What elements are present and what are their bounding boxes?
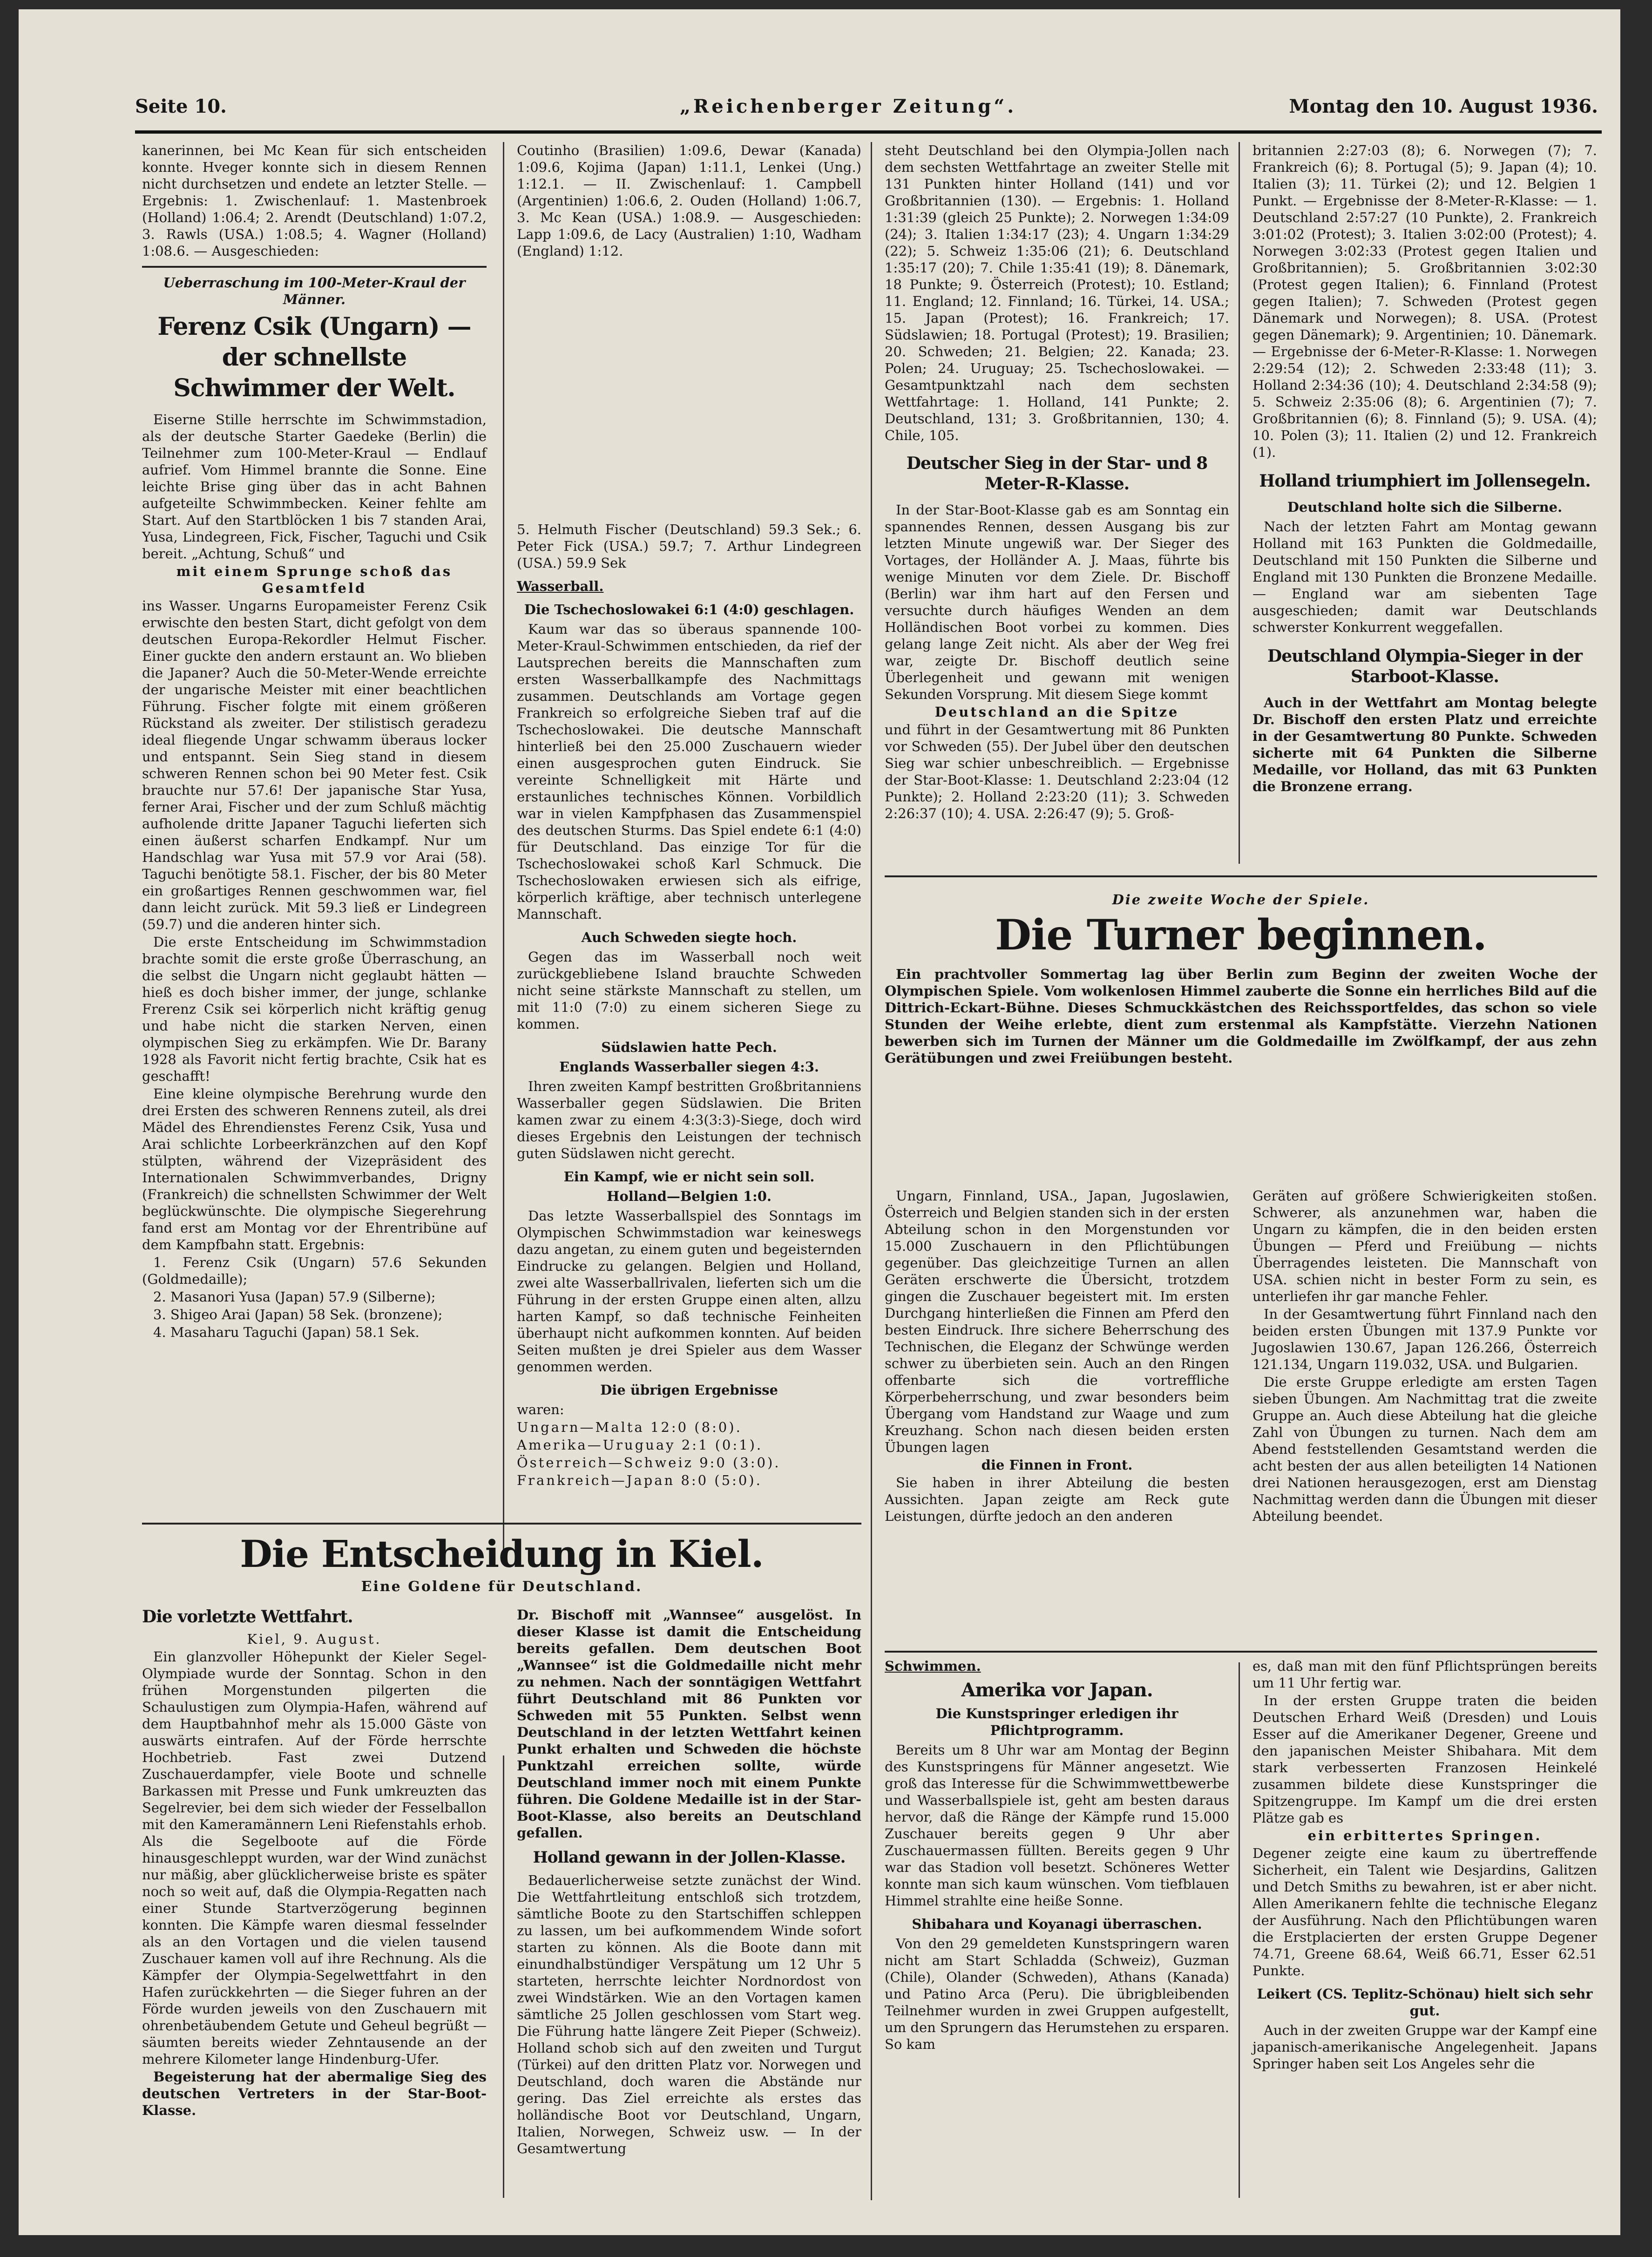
article-headline: Südslawien hatte Pech. xyxy=(601,1039,777,1055)
results-lead: waren: xyxy=(517,1402,564,1417)
result-line: Ungarn—Malta 12:0 (8:0). xyxy=(517,1419,742,1435)
continued-text: Coutinho (Brasilien) 1:09.6, Dewar (Kanada) 1:09.6, Kojima (Japan) 1:11.1, Lenkei (Ung.) 1:12.1. — II. Zwischenlauf: 1. Campbell (Argentinien) 1:06.6, 2. Ouden (Holland) 1:06.7, 3. Mc Kean (USA.) 1:08.9. — Ausgeschieden: Lapp 1:09.6, de Lacy (Australien) 1:10, Wadham (England) 1:12. xyxy=(517,142,861,259)
column-divider xyxy=(1239,142,1240,864)
article-subhead: Deutschland holte sich die Silberne. xyxy=(1287,499,1563,515)
turner-left-column xyxy=(885,1187,1229,1525)
column-4 xyxy=(1253,142,1597,796)
article-paragraph: Eiserne Stille herrschte im Schwimmstadion, als der deutsche Starter Gaedeke (Berlin) die Teilnehmer zum 100-Meter-Kraul — Endlauf aufrief. Vom Himmel brannte die Sonne. Eine leichte Brise ging über das in acht Bahnen aufgeteilte Schwimmbecken. Keiner fehlte am Start. Auf den Startblöcken 1 bis 7 standen Arai, Yusa, Lindegreen, Fick, Fischer, Taguchi und Csik bereit. „Achtung, Schuß“ und xyxy=(142,412,487,562)
article-paragraph: Eine kleine olympische Berehrung wurde den drei Ersten des schweren Rennens zuteil, als drei Mädel des Ehrendienstes Ferenz Csik, Yusa und Arai schlichte Lorbeerkränzchen auf den Kopf stülpten, während der Vizepräsident des Internationalen Schwimmverbandes, Drigny (Frankreich) die schnellsten Schwimmer der Welt beglückwünschte. Die olympische Siegerehrung fand erst am Montag vor der Ehrentribüne auf dem Kampfbahn statt. Ergebnis: xyxy=(142,1086,487,1253)
result-line: Frankreich—Japan 8:0 (5:0). xyxy=(517,1472,762,1488)
result-line: 3. Shigeo Arai (Japan) 58 Sek. (bronzene); xyxy=(153,1307,443,1322)
article-subhead: Eine Goldene für Deutschland. xyxy=(361,1579,643,1595)
newspaper-page xyxy=(19,9,1620,2235)
article-paragraph: In der Gesamtwertung führt Finnland nach den beiden ersten Übungen mit 137.9 Punkte vor Jugoslawien 130.67, Japan 126.266, Österreich 121.134, Ungarn 119.032, USA. und Bulgarien. xyxy=(1253,1306,1597,1372)
article-subhead: ein erbittertes Springen. xyxy=(1307,1828,1542,1844)
article-paragraph: Bedauerlicherweise setzte zunächst der Wind. Die Wettfahrtleitung entschloß sich trotzdem, sämtliche Boote zu den Startschiffen schleppen zu lassen, um bei aufkommendem Winde sofort starten zu können. Als die Boote dann mit einundhalbstündiger Verspätung um 12 Uhr 5 starteten, herrschte leichter Nordnordost von zwei Windstärken. Wie an den Vortagen kamen sämtliche 25 Jollen geschlossen vom Start weg. Die Führung hatte längere Zeit Pieper (Schweiz). Holland schob sich auf den zweiten und Turgut (Türkei) auf den dritten Platz vor. Norwegen und Deutschland, doch waren die Abstände nur gering. Das Ziel erreichte als erstes das holländische Boot vor Deutschland, Ungarn, Italien, Norwegen, Schweiz usw. — In der Gesamtwertung xyxy=(517,1872,861,2156)
column-divider xyxy=(503,142,504,1562)
article-subhead: Deutschland an die Spitze xyxy=(934,704,1179,720)
kiel-article-header xyxy=(142,1532,861,1595)
article-paragraph: Gegen das im Wasserball noch weit zurückgebliebene Island brauchte Schweden nicht seine stärkste Mannschaft zu stellen, um mit 11:0 (7:0) zu einem sicheren Siege zu kommen. xyxy=(517,949,861,1032)
article-paragraph: Auch in der Wettfahrt am Montag belegte Dr. Bischoff den ersten Platz und erreichte in der Gesamtwertung 80 Punkte. Schweden sicherte mit 64 Punkten die Silberne Medaille, vor Holland, das mit 63 Punkten die Bronzene errang. xyxy=(1253,695,1597,794)
schwimmen-left-column xyxy=(885,1658,1229,2054)
article-paragraph: In der Star-Boot-Klasse gab es am Sonntag ein spannendes Rennen, dessen Ausgang bis zur letzten Minute ungewiß war. Der Sieger des Vortages, der Holländer A. J. Maas, führte bis wenige Minuten vor dem Ziele. Dr. Bischoff (Berlin) war ihm hart auf den Fersen und versuchte durch häufiges Wenden an dem Holländischen Boot vorbei zu kommen. Dies gelang lange Zeit nicht. Als aber der Weg frei war, zeigte Dr. Bischoff deutlich seine Überlegenheit und gewann mit wenigen Sekunden Vorsprung. Mit diesem Siege kommt xyxy=(885,502,1229,702)
article-headline: Die Entscheidung in Kiel. xyxy=(240,1532,764,1576)
article-headline: Holland triumphiert im Jollensegeln. xyxy=(1259,471,1591,491)
masthead: „Reichenberger Zeitung“. xyxy=(680,95,1017,117)
result-line: Österreich—Schweiz 9:0 (3:0). xyxy=(517,1455,781,1471)
article-paragraph: In der ersten Gruppe traten die beiden Deutschen Erhard Weiß (Dresden) und Louis Esser auf die Amerikaner Degener, Greene und den japanischen Meister Shibahara. Mit dem stark verbesserten Franzosen Heinkelé zusammen bildete diese Kunstspringer die Spitzengruppe. Im Kampf um die drei ersten Plätze gab es xyxy=(1253,1693,1597,1826)
dateline: Montag den 10. August 1936. xyxy=(1289,95,1598,117)
continued-text: steht Deutschland bei den Olympia-Jollen nach dem sechsten Wettfahrtage an zweiter Stelle mit 131 Punkten hinter Holland (141) und vor Großbritannien (130). — Ergebnis: 1. Holland 1:31:39 (gleich 25 Punkte); 2. Norwegen 1:34:09 (24); 3. Italien 1:34:17 (23); 4. Ungarn 1:34:29 (22); 5. Schweiz 1:35:06 (21); 6. Deutschland 1:35:17 (20); 7. Chile 1:35:41 (19); 8. Dänemark, 18 Punkte; 9. Österreich (Protest); 10. Estland; 11. England; 12. Finnland; 16. Türkei, 14. USA.; 15. Japan (Protest); 16. Frankreich; 17. Südslawien; 18. Portugal (Protest); 19. Brasilien; 20. Schweden; 21. Belgien; 22. Kanada; 23. Polen; 24. Uruguay; 25. Tschechoslowakei. — Gesamtpunktzahl nach dem sechsten Wettfahrtage: 1. Holland, 141 Punkte; 2. Deutschland, 131; 3. Großbritannien, 130; 4. Chile, 105. xyxy=(885,142,1229,443)
article-paragraph: Begeisterung hat der abermalige Sieg des deutschen Vertreters in der Star-Boot-Klasse. xyxy=(142,2069,487,2118)
column-3 xyxy=(885,142,1229,823)
continued-text: britannien 2:27:03 (8); 6. Norwegen (7); 7. Frankreich (6); 8. Portugal (5); 9. Japan (4); 10. Italien (3); 11. Türkei (2); und 12. Belgien 1 Punkt. — Ergebnisse der 8-Meter-R-Klasse: — 1. Deutschland 2:57:27 (10 Punkte), 2. Frankreich 3:01:02 (Protest); 3. Italien 3:02:00 (Protest); 4. Norwegen 3:02:33 (Protest gegen Italien und Großbritannien); 5. Großbritannien 3:02:30 (Protest gegen Italien); 6. Finnland (Protest gegen Italien); 7. Schweden (Protest gegen Dänemark und Norwegen); 8. USA. (Protest gegen Dänemark); 9. Argentinien; 10. Dänemark. — Ergebnisse der 6-Meter-R-Klasse: 1. Norwegen 2:29:54 (12); 2. Schweden 2:33:48 (11); 3. Holland 2:34:36 (10); 4. Deutschland 2:34:58 (9); 5. Schweiz 2:35:06 (8); 6. Argentinien (7); 7. Großbritannien (6); 8. Finnland (5); 9. USA. (4); 10. Polen (3); 11. Italien (2) und 12. Frankreich (1). xyxy=(1253,142,1597,460)
result-line: 1. Ferenz Csik (Ungarn) 57.6 Sekunden (Goldmedaille); xyxy=(142,1254,487,1287)
header-rule xyxy=(135,130,1602,134)
article-paragraph: Das letzte Wasserballspiel des Sonntags im Olympischen Schwimmstadion war keineswegs dazu angetan, zu einem guten und begeisternden Eindrucke zu gelangen. Belgien und Holland, zwei alte Wasserballrivalen, lieferten sich um die Führung in der ersten Gruppe einen alten, allzu harten Kampf, so daß technische Feinheiten überhaupt nicht aufkommen konnten. Auf beiden Seiten mußten je drei Spieler aus dem Wasser genommen werden. xyxy=(517,1208,861,1375)
article-paragraph: Degener zeigte eine kaum zu übertreffende Sicherheit, ein Talent wie Desjardins, Galitzen und Detch Smiths zu bewahren, ist er aber nicht. Allen Amerikanern fehlte die technische Eleganz der Ausführung. Nach den Pflichtübungen waren die Erstplacierten der ersten Gruppe Degener 74.71, Greene 68.64, Weiß 66.71, Esser 62.51 Punkte. xyxy=(1253,1845,1597,1979)
article-paragraph: ins Wasser. Ungarns Europameister Ferenz Csik erwischte den besten Start, dicht gefolgt von dem deutschen Europa-Rekordler Helmut Fischer. Einer guckte den andern erstaunt an. Wo blieben die Japaner? Auch die 50-Meter-Wende erreichte der ungarische Meister mit einer beachtlichen Führung. Fischer folgte mit einem größeren Rückstand als zweiter. Der stilistisch geradezu ideal fliegende Ungar schwamm überaus locker und entspannt. Sein Sieg stand in diesem schweren Rennen schon bei 90 Meter fest. Csik brauchte nur 57.6! Der japanische Star Yusa, ferner Arai, Fischer und der zum Schluß mächtig aufholende dritte Japaner Taguchi lieferten sich einen äußerst scharfen Endkampf. Nur um Handschlag war Yusa mit 57.9 vor Arai (58). Taguchi benötigte 58.1. Fischer, der bis 80 Meter ein großartiges Rennen geschwommen war, fiel dann leicht zurück. Mit 59.3 ließ er Lindegreen (59.7) und die anderen hinter sich. xyxy=(142,598,487,932)
article-paragraph: Auch in der zweiten Gruppe war der Kampf eine japanisch-amerikanische Angelegenheit. Japans Springer haben seit Los Angeles sehr die xyxy=(1253,2022,1597,2072)
result-line: Amerika—Uruguay 2:1 (0:1). xyxy=(517,1437,763,1453)
article-dateline: Kiel, 9. August. xyxy=(247,1631,382,1647)
turner-right-column xyxy=(1253,1187,1597,1525)
article-headline: Deutschland Olympia-Sieger in der Starboot-Klasse. xyxy=(1267,646,1582,686)
continued-text: 5. Helmuth Fischer (Deutschland) 59.3 Sek.; 6. Peter Fick (USA.) 59.7; 7. Arthur Lindegreen (USA.) 59.9 Sek xyxy=(517,522,861,571)
article-subhead: die Finnen in Front. xyxy=(981,1457,1133,1473)
article-headline: Die Tschechoslowakei 6:1 (4:0) geschlagen. xyxy=(524,602,854,617)
column-divider xyxy=(871,142,872,2200)
article-paragraph: Bereits um 8 Uhr war am Montag der Beginn des Kunstspringens für Männer angesetzt. Wie groß das Interesse für die Schwimmwettbewerbe und Wasserballspiele ist, geht am besten daraus hervor, daß die Ränge der Kämpfe rund 15.000 Zuschauer bereits gegen 9 Uhr aber Zuschauermassen füllten. Bereits gegen 9 Uhr war das Stadion voll besetzt. Schöneres Wetter konnte man sich kaum wünschen. Vom tiefblauen Himmel strahlte eine heiße Sonne. xyxy=(885,1742,1229,1909)
section-title: Schwimmen. xyxy=(885,1658,981,1674)
article-headline: Die Turner beginnen. xyxy=(995,910,1487,960)
article-headline: Auch Schweden siegte hoch. xyxy=(581,929,797,945)
article-subhead: Die Kunstspringer erledigen ihr Pflichtprogramm. xyxy=(935,1706,1178,1738)
article-lead: Ein prachtvoller Sommertag lag über Berlin zum Beginn der zweiten Woche der Olympischen Spiele. Vom wolkenlosen Himmel zauberte die Sonne ein herrliches Bild auf die Dittrich-Eckart-Bühne. Dieses Schmuckkästchen des Reichssportfeldes, das schon so viele Stunden der Weihe erlebte, dient zum erstenmal als Kampfstätte. Vierzehn Nationen bewerben sich im Turnen der Männer um die Goldmedaille im Zwölfkampf, der aus zehn Gerätübungen und zwei Freiübungen besteht. xyxy=(885,966,1597,1066)
section-rule xyxy=(885,875,1597,877)
article-paragraph: Ungarn, Finnland, USA., Japan, Jugoslawien, Österreich und Belgien standen sich in der ersten Abteilung schon in den Morgenstunden vor 15.000 Zuschauern in den Pflichtübungen gegenüber. Das gleichzeitige Turnen an allen Geräten erschwerte die Übersicht, trotzdem gingen die Zuschauer begeistert mit. Im ersten Durchgang hinterließen die Finnen am Pferd den besten Eindruck. Ihre sichere Beherrschung des Technischen, die Eleganz der Schwünge werden schwer zu überbieten sein. Auch an den Ringen offenbarte sich die vortreffliche Körperbeherrschung, und zwar besonders beim Übergang vom Handstand zur Waage und zum Kreuzhang. Schon nach diesen beiden ersten Übungen lagen xyxy=(885,1188,1229,1455)
divider xyxy=(142,266,487,268)
article-paragraph: Geräten auf größere Schwierigkeiten stoßen. Schwerer, als anzunehmen war, haben die Ungarn zu kämpfen, die in den beiden ersten Übungen — Pferd und Freiübung — nichts Überragendes leisteten. Die Mannschaft von USA. schien nicht in bester Form zu sein, es unterliefen ihr gar manche Fehler. xyxy=(1253,1188,1597,1304)
article-subhead: Die vorletzte Wettfahrt. xyxy=(142,1607,353,1627)
kiel-left-column xyxy=(142,1606,487,2120)
article-paragraph: Dr. Bischoff mit „Wannsee“ ausgelöst. In dieser Klasse ist damit die Entscheidung bereits gefallen. Dem deutschen Boot „Wannsee“ ist die Goldmedaille nicht mehr zu nehmen. Nach der sonntägigen Wettfahrt führt Deutschland mit 86 Punkten vor Schweden mit 55 Punkten. Selbst wenn Deutschland in der letzten Wettfahrt keinen Punkt erhalten und Schweden die höchste Punktzahl erreichen sollte, würde Deutschland immer noch mit einem Punkte führen. Die Goldene Medaille ist in der Star-Boot-Klasse, also bereits an Deutschland gefallen. xyxy=(517,1607,861,1841)
article-subhead: Holland—Belgien 1:0. xyxy=(607,1188,772,1204)
article-paragraph: Die erste Gruppe erledigte am ersten Tagen sieben Übungen. Am Nachmittag trat die zweite Gruppe an. Auch diese Abteilung hat die gleiche Zahl von Übungen zu turnen. Nach dem am Abend feststellenden Gesamtstand werden die acht besten der aus allen beteiligten 14 Nationen drei Nationen herausgezogen, erst am Dienstag Nachmittag werden dann die Übungen mit dieser Abteilung beendet. xyxy=(1253,1374,1597,1524)
kiel-right-column xyxy=(517,1606,861,2158)
article-subhead: Englands Wasserballer siegen 4:3. xyxy=(559,1059,819,1075)
article-paragraph: Nach der letzten Fahrt am Montag gewann Holland mit 163 Punkten die Goldmedaille, Deutschland mit 150 Punkten die Silberne und England mit 130 Punkten die Bronzene Medaille. — England war am siebenten Tage ausgeschieden; damit war Deutschlands schwerster Konkurrent weggefallen. xyxy=(1253,519,1597,635)
article-paragraph: Ihren zweiten Kampf bestritten Großbritanniens Wasserballer gegen Südslawien. Die Briten kamen zwar zu einem 4:3(3:3)-Siege, doch wird dieses Ergebnis den Leistungen der technisch guten Südslawen nicht gerecht. xyxy=(517,1078,861,1161)
article-paragraph: es, daß man mit den fünf Pflichtsprüngen bereits um 11 Uhr fertig war. xyxy=(1253,1658,1597,1691)
article-headline: Ein Kampf, wie er nicht sein soll. xyxy=(563,1169,815,1185)
turner-article xyxy=(885,885,1597,1066)
article-paragraph: Kaum war das so überaus spannende 100-Meter-Kraul-Schwimmen entschieden, da rief der Lautsprechen bereits die Mannschaften zum ersten Wasserballkampfe des Nachmittags zusammen. Deutschlands am Vortage gegen Frankreich so erfolgreiche Sieben traf auf die Tschechoslowakei. Die deutsche Mannschaft hinterließ bei den 25.000 Zuschauern wieder einen ausgesprochen guten Eindruck. Sie vereinte Schnelligkeit mit Härte und erstaunliches technisches Können. Vorbildlich war in vielen Kampfphasen das Zusammenspiel des deutschen Sturms. Das Spiel endete 6:1 (4:0) für Deutschland. Das einzige Tor für die Tschechoslowakei schoß Karl Schmuck. Die Tschechoslowaken erwiesen sich als eifrige, körperlich kräftige, aber technisch unterlegene Mannschaft. xyxy=(517,621,861,922)
schwimmen-right-column xyxy=(1253,1658,1597,2073)
result-line: 4. Masaharu Taguchi (Japan) 58.1 Sek. xyxy=(153,1324,420,1340)
article-paragraph: Die erste Entscheidung im Schwimmstadion brachte somit die erste große Überraschung, an die selbst die Ungarn nicht geglaubt hätten — hieß es doch bisher immer, der junge, schlanke Frerenz Csik sei körperlich nicht kräftig genug und habe nicht die starken Nerven, einen olympischen Sieg zu erkämpfen. Wie Dr. Barany 1928 als Favorit nicht fertig brachte, Csik hat es geschafft! xyxy=(142,934,487,1084)
column-2 xyxy=(517,142,861,1490)
article-subhead: Leikert (CS. Teplitz-Schönau) hielt sich sehr gut. xyxy=(1257,1986,1593,2019)
article-subhead: mit einem Sprunge schoß das Gesamtfeld xyxy=(176,563,453,596)
article-paragraph: Sie haben in ihrer Abteilung die besten Aussichten. Japan zeigte am Reck gute Leistungen, dürfte jedoch an den anderen xyxy=(885,1475,1229,1524)
article-headline: Ferenz Csik (Ungarn) — der schnellste Schwimmer der Welt. xyxy=(157,312,471,402)
result-line: 2. Masanori Yusa (Japan) 57.9 (Silberne); xyxy=(153,1289,436,1305)
section-rule xyxy=(142,1523,861,1525)
article-subhead: Holland gewann in der Jollen-Klasse. xyxy=(533,1848,846,1867)
column-1 xyxy=(142,142,487,1342)
continued-text: kanerinnen, bei Mc Kean für sich entscheiden konnte. Hveger konnte sich in diesem Rennen nicht durchsetzen und endete an letzter Stelle. — Ergebnis: 1. Zwischenlauf: 1. Mastenbroek (Holland) 1:06.4; 2. Arendt (Deutschland) 1:07.2, 3. Rawls (USA.) 1:08.5; 4. Wagner (Holland) 1:08.6. — Ausgeschieden: xyxy=(142,142,487,259)
article-paragraph: Von den 29 gemeldeten Kunstspringern waren nicht am Start Schladda (Schweiz), Guzman (Chile), Olander (Schweden), Athans (Kanada) und Patino Arca (Peru). Die übrigbleibenden Teilnehmer wurden in zwei Gruppen aufgestellt, um den Sprungern das Herumstehen zu ersparen. So kam xyxy=(885,1936,1229,2052)
page-number: Seite 10. xyxy=(135,95,227,117)
article-paragraph: Ein glanzvoller Höhepunkt der Kieler Segel-Olympiade wurde der Sonntag. Schon in den frühen Morgenstunden pilgerten die Schaulustigen zum Olympia-Hafen, während auf dem Hauptbahnhof mehr als 15.000 Gäste von auswärts eintrafen. Auf der Förde herrschte Hochbetrieb. Fast zwei Dutzend Zuschauerdampfer, viele Boote und schnelle Barkassen mit Presse und Funk umkreuzten das Segelrevier, bei dem sich wieder der Fesselballon mit den Kameramännern Leni Riefenstahls erhob. Als die Segelboote auf die Förde hinausgeschleppt wurden, war der Wind zunächst nur mäßig, aber glücklicherweise briste es später noch so weit auf, daß die Olympia-Regatten nach einer Stunde Startverzögerung beginnen konnten. Die Kämpfe waren diesmal fesselnder als an den Vortagen und die vielen tausend Zuschauer kamen voll auf ihre Rechnung. Als die Kämpfer der Olympia-Segelwettfahrt in den Hafen zurückkehrten — die Sieger fuhren an der Förde wurden jeweils von den Zuschauern mit ohrenbetäubendem Getute und Geheul begrüßt — säumten bereits wieder Zehntausende an der mehrere Kilometer lange Hindenburg-Ufer. xyxy=(142,1649,487,2067)
article-headline: Die übrigen Ergebnisse xyxy=(600,1382,778,1398)
section-rule xyxy=(885,1651,1597,1653)
article-kicker: Ueberraschung im 100-Meter-Kraul der Männer. xyxy=(163,275,466,307)
article-headline: Deutscher Sieg in der Star- und 8 Meter-R-Klasse. xyxy=(906,454,1208,494)
article-kicker: Die zweite Woche der Spiele. xyxy=(1112,892,1370,908)
column-divider xyxy=(1239,1662,1240,2198)
article-paragraph: und führt in der Gesamtwertung mit 86 Punkten vor Schweden (55). Der Jubel über den deutschen Sieg war schier unbeschreiblich. — Ergebnisse der Star-Boot-Klasse: 1. Deutschland 2:23:04 (12 Punkte); 2. Holland 2:23:20 (11); 3. Schweden 2:26:37 (10); 4. USA. 2:26:47 (9); 5. Groß- xyxy=(885,722,1229,821)
column-divider xyxy=(503,1755,504,2198)
section-title: Wasserball. xyxy=(517,578,604,594)
article-subhead: Shibahara und Koyanagi überraschen. xyxy=(912,1916,1202,1932)
article-headline: Amerika vor Japan. xyxy=(961,1679,1153,1701)
